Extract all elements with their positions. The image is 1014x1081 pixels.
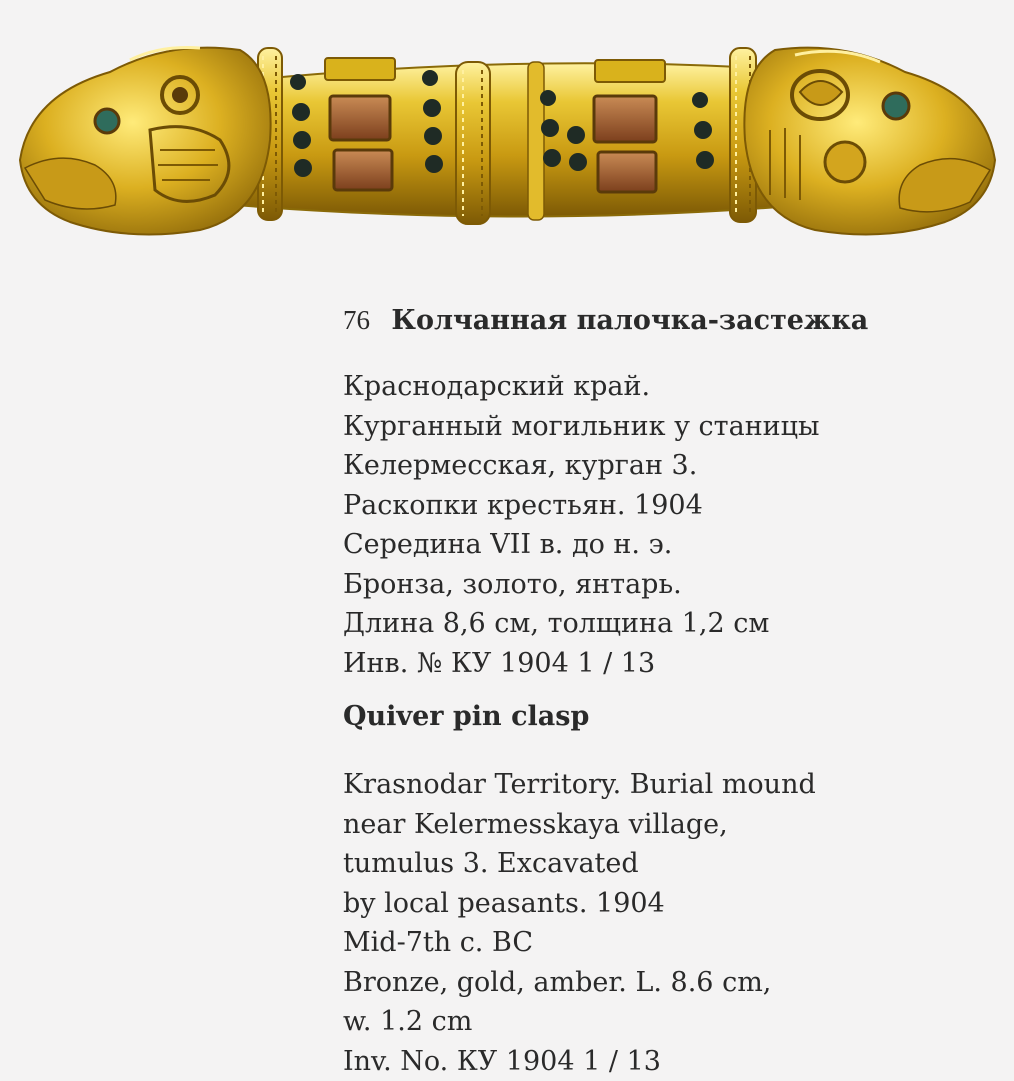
description-en-line: w. 1.2 cm — [343, 1002, 1003, 1042]
description-ru-line: Бронза, золото, янтарь. — [343, 565, 1003, 605]
description-en-line: by local peasants. 1904 — [343, 884, 1003, 924]
catalog-entry — [343, 300, 1003, 1081]
description-en-line: Bronze, gold, amber. L. 8.6 cm, — [343, 963, 1003, 1003]
object-title-en: Quiver pin clasp — [343, 697, 1003, 737]
description-ru-line: Инв. № КУ 1904 1 / 13 — [343, 644, 1003, 684]
description-en-line: tumulus 3. Excavated — [343, 844, 1003, 884]
description-ru-line: Курганный могильник у станицы — [343, 407, 1003, 447]
description-ru — [343, 367, 1003, 683]
description-en-line: near Kelermesskaya village, — [343, 805, 1003, 845]
animal-head-left — [20, 48, 271, 235]
description-ru-line: Раскопки крестьян. 1904 — [343, 486, 1003, 526]
description-en-line: Krasnodar Territory. Burial mound — [343, 765, 1003, 805]
catalog-title-ru — [343, 300, 1003, 341]
tube-body — [230, 63, 805, 216]
description-en-line: Inv. No. КУ 1904 1 / 13 — [343, 1042, 1003, 1081]
description-ru-line: Келермесская, курган 3. — [343, 446, 1003, 486]
description-ru-line: Середина VII в. до н. э. — [343, 525, 1003, 565]
quiver-pin-clasp-photo — [0, 0, 1014, 250]
object-title-ru: Колчанная палочка-застежка — [391, 305, 868, 336]
description-ru-line: Краснодарский край. — [343, 367, 1003, 407]
beaded-ring-middle — [456, 62, 490, 224]
catalog-number: 76 — [343, 305, 370, 335]
animal-head-right — [744, 48, 995, 235]
description-en-line: Mid-7th c. BC — [343, 923, 1003, 963]
description-en — [343, 765, 1003, 1081]
description-ru-line: Длина 8,6 см, толщина 1,2 см — [343, 604, 1003, 644]
collar-center — [528, 62, 544, 220]
